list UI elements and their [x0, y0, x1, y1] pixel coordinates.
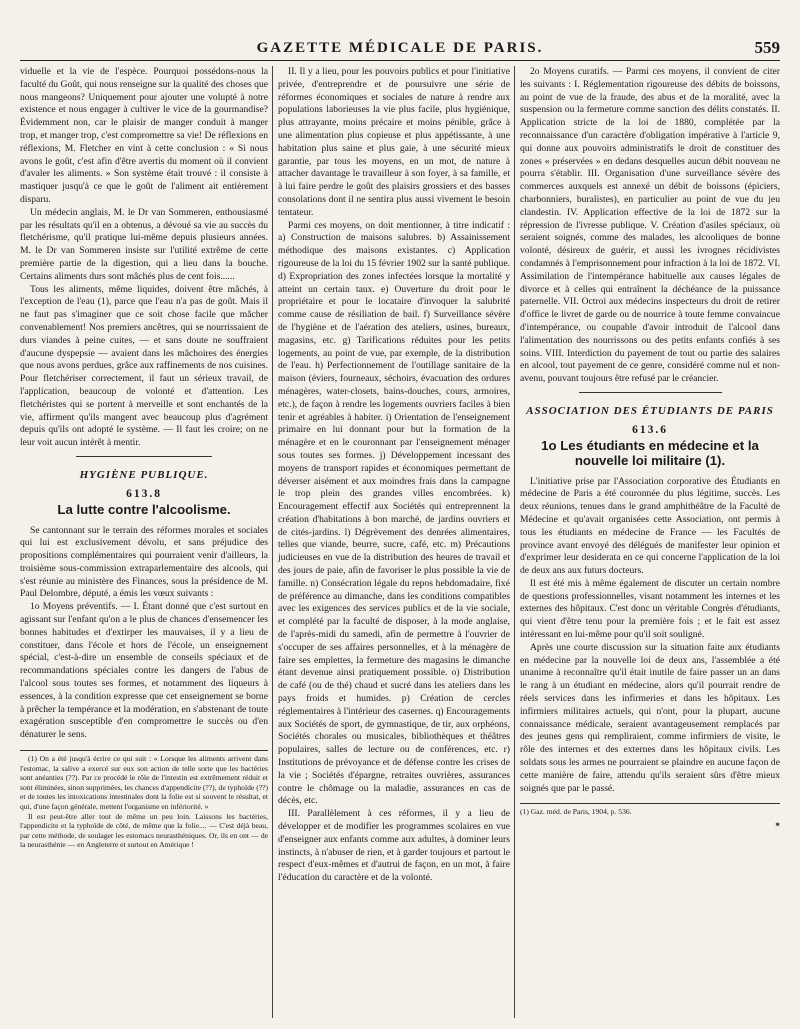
paragraph: Il est été mis à même également de discuter un certain nombre de questions professionnelles, visant notamment les internes et les externes des hôpitaux. C'est donc un véritable Congrès d'étudiants, qui vient d'être tenu pour la première fois ; et le fait est assez intéressant en lui-même pour qu'il soit souligné. [520, 577, 780, 641]
paragraph: Un médecin anglais, M. le Dr van Sommeren, enthousiasmé par les résultats qu'il en a obtenus, a dévoué sa vie au succès du fletchérisme, qu'il pratique lui-même depuis plusieurs années. M. le Dr van Sommeren insiste sur l'utilité extrême de cette première partie de la digestion, qui a lieu dans la bouche. Certains aliments durs sont mâchés plus de cent fois...... [20, 206, 268, 282]
paragraph: Tous les aliments, même liquides, doivent être mâchés, à l'exception de l'eau (1), parce que l'eau n'a pas de goût. Mais il ne faut pas s'imaginer que ce soit chose facile que mâcher convenablement! Nos premiers ancêtres, qui se nourrissaient de durs viandes à peine cuites, — et sans doute ne souffraient d'aucune dyspepsie — avaient dans les mâchoires des énergies que nous avons perdues, grâce aux raffinements de nos cuisines. Pour fletchériser correctement, il faut un sérieux travail, de l'application, beaucoup de volonté et d'attention. Les fletchéristes qui se portent à merveille et sont enchantés de la vie, affirment qu'ils mangent avec beaucoup plus d'agrément depuis qu'ils ont adopté le système. — Il faut les croire; on ne leur voit aucun intérêt à mentir. [20, 283, 268, 449]
journal-title: GAZETTE MÉDICALE DE PARIS. [256, 40, 544, 56]
page-number: 559 [754, 38, 780, 57]
article-number: 613.6 [632, 423, 668, 436]
article-title: 1o Les étudiants en médecine et la nouvelle loi militaire (1). [541, 437, 759, 468]
page-header [20, 36, 780, 61]
footnote: (1) On a été jusqu'à écrire ce qui suit : « Lorsque les aliments arrivent dans l'estomac, la salive a exercé sur eux son action de telle sorte que les bactéries sont anéanties (??). Par ce procédé le rôle de l'intestin est extrêmement réduit et sont éliminées, sinon supprimées, les chances d'appendicite (??), de typhoïde (??) et de toutes les intoxications intestinales dont la folie est si souvent le résultat, et qui, d'une façon générale, mettent l'organisme en infériorité. » [20, 754, 268, 812]
paragraph: 2o Moyens curatifs. — Parmi ces moyens, il convient de citer les suivants : I. Réglementation rigoureuse des débits de boissons, au point de vue de la fraude, des abus et de la moralité, avec la suspension ou la fermeture comme sanction des délits constatés. II. Application stricte de la loi de 1880, complétée par la reconnaissance d'un caractère d'obligation impérative à l'article 9, qui donne aux pouvoirs administratifs le droit de constituer des zones « préservées » en dedans desquelles aucun débit nouveau ne pourra s'établir. III. Organisation d'une surveillance sévère des commerces auxquels est annexé un débit de boissons (épiciers, charbonniers, buralistes), en particulier au point de vue du jeu clandestin. IV. Application effective de la loi de 1872 sur la répression de l'ivresse publique. V. Création d'asiles spéciaux, où seraient soignés, comme des malades, les alcooliques de bonne volonté, désireux de guérir, et aussi les ivrognes récidivistes condamnés à l'emprisonnement pour infraction à la loi de 1872. VI. Assimilation de l'intempérance habituelle aux causes légales de divorce et à celles qui entraînent la déchéance de la puissance paternelle. VII. Octroi aux médecins inspecteurs du droit de retirer d'office le livret de garde ou de nourrice à toute femme convaincue d'intempérance, ou coupable d'avoir introduit de l'alcool dans l'alimentation des nourrissons ou des petits enfants confiés à ses soins. VIII. Interdiction du payement de tout ou partie des salaires en alcool, tout payement de ce genre, considéré comme nul et non-avenu, pouvant toujours être refusé par le créancier. [520, 66, 780, 385]
column-divider-1 [272, 66, 273, 1018]
divider [579, 392, 722, 393]
paragraph: viduelle et la vie de l'espèce. Pourquoi possédons-nous la faculté du Goût, qui nous renseigne sur la qualité des choses que nous mangeons? Uniquement pour ajouter une volupté à notre existence et nous engager à cultiver le vice de la gourmandise? Évidemment non, car le plaisir de manger conduit à manger trop, et manger trop, c'est compromettre sa vie! De réflexions en réflexions, M. Fletcher en vint à cette conclusion : « Si nous avons le goût, c'est afin d'être avertis du moment où il convient d'avaler les aliments. » Son système était trouvé : il consiste à mastiquer jusqu'à ce que le goût de l'aliment ait entièrement disparu. [20, 66, 268, 205]
paragraph: Parmi ces moyens, on doit mentionner, à titre indicatif : a) Construction de maisons salubres. b) Assainissement méthodique des maisons existantes. c) Application rigoureuse de la loi du 15 février 1902 sur la santé publique. d) Expropriation des zones infectées lorsque la mortalité y atteint un certain taux. e) Ouverture du droit pour le propriétaire et pour le locataire d'invoquer la salubrité comme cause de résiliation de bail. f) Surveillance sévère de l'hygiène et de l'aération des ateliers, usines, bureaux, magasins, etc. g) Tarifications réduites pour les petits logements, au point de vue, par exemple, de la distribution de l'eau. h) Perfectionnement de l'outillage sanitaire de la maison (éviers, fourneaux, séchoirs, évacuation des ordures ménagères, water-closets, bains-douches, cours, armoires, etc.), de façon à rendre les logements ouvriers faciles à bien tenir et agréables à habiter. i) Orientation de l'enseignement primaire en lui donnant pour but la formation de la ménagère et en le couronnant par l'enseignement ménager sous toutes ses formes. j) Développement incessant des moyens de transport rapides et économiques permettant de déverser aisément et aux moindres frais dans la campagne le trop plein des grandes villes encombrées. k) Encouragement effectif aux Sociétés qui entreprennent la création d'habitations à bon marché, de jardins ouvriers et de cités-jardins. l) Dégrèvement des denrées alimentaires, telles que viande, beurre, sucre, café, etc. m) Précautions judicieuses en vue de la distribution des heures de travail et des jours de paie, afin de favoriser le plus possible la vie de famille. n) Consécration légale du repos hebdomadaire, fixé de préférence au dimanche, dans les conditions compatibles avec les exigences des services publics et de la vie sociale, et complété par la faculté de disposer, à la mode anglaise, de l'après-midi du samedi, afin de permettre à l'ouvrier de s'occuper de ses affaires personnelles, et à la ménagère de faire ses emplettes, la fermeture des magasins le dimanche étant devenue ainsi pratiquement possible. o) Distribution de café (ou de thé) chaud et sucré dans les ateliers dans les pays froids et humides. p) Création de cercles réglementaires à l'intérieur des casernes. q) Encouragements aux Sociétés de sport, de gymnastique, de tir, aux orphéons, Sociétés chorales ou musicales, bibliothèques et théâtres populaires, salles de lecture ou de conférences, etc. r) Institutions de prévoyance et de défense contre les crises de la vie ; Sociétés d'épargne, retraites ouvrières, assurances contre le chômage ou la maladie, assurances en cas de décès, etc. [278, 219, 510, 807]
section-heading: HYGIÈNE PUBLIQUE. [79, 468, 209, 481]
column-middle [278, 66, 510, 885]
paragraph: Après une courte discussion sur la situation faite aux étudiants en médecine par la nouvelle loi de deux ans, l'assemblée a été unanime à reconnaître qu'il était inutile de faire passer un an dans le rang à un étudiant en médecine, alors qu'il pourrait rendre de réels services dans les infirmeries et dans les hôpitaux. Les infirmiers militaires actuels, qui n'ont, pour la plupart, aucune connaissance médicale, seraient avantageusement remplacés par des jeunes gens qui rempliraient, comme infirmiers de visite, le rôle des internes et des externes dans les hôpitaux civils. Les soldats sous les armes ne pourraient se plaindre en aucune façon de cette manière de faire, attendu qu'ils seraient sûrs d'être mieux soignés que par le passé. [520, 641, 780, 794]
footnote: (1) Gaz. méd. de Paris, 1904, p. 536. [520, 803, 780, 817]
column-left [20, 66, 268, 850]
column-divider-2 [514, 66, 515, 1018]
paragraph: Se cantonnant sur le terrain des réformes morales et sociales qui lui est exclusivement dévolu, et sans préjudice des propositions complémentaires qui pourraient venir d'ailleurs, la troisième sous-commission extraparlementaire des alcools, qui s'est réunie au ministère des Finances, sous la présidence de M. Paul Delombre, député, a émis les vœux suivants : [20, 524, 268, 600]
paragraph: L'initiative prise par l'Association corporative des Étudiants en médecine de Paris a été couronnée du plus légitime, succès. Les deux réunions, tenues dans le grand amphithéâtre de la Faculté de Médecine et qu'avait organisées cette Association, ont permis à tous les étudiants en médecine de France — les Facultés de province avant envoyé des délégués de manifester leur opinion et d'exprimer leur desiderata en ce qui concerne l'application de la loi de deux ans aux futurs docteurs. [520, 475, 780, 577]
footnote: Il est peut-être aller tout de même un peu loin. Laissons les bactéries, l'appendicite et la typhoïde de côté, de même que la folie.... — C'est déjà beau, par cette méthode, de soulager les estomacs neurasthéniques. Or, ils en ont — de la neurasthénie — en Angleterre et surtout en Amérique ! [20, 811, 268, 850]
column-right [520, 66, 780, 834]
section-heading: ASSOCIATION DES ÉTUDIANTS DE PARIS [526, 404, 774, 417]
article-number: 613.8 [126, 487, 162, 500]
divider [76, 456, 212, 457]
end-mark: * [775, 821, 780, 833]
article-title: La lutte contre l'alcoolisme. [57, 501, 231, 517]
paragraph: II. Il y a lieu, pour les pouvoirs publics et pour l'initiative privée, d'entreprendre et de poursuivre une série de réformes économiques et sociales de nature à rendre aux populations laborieuses la vie plus facile, plus hygiénique, plus attrayante, moins précaire et moins pénible, grâce à une alimentation plus copieuse et plus appétissante, à une habitation plus saine et plus gaie, à une sécurité mieux garantie, par tous les moyens, en un mot, de nature à attacher davantage le travailleur à son foyer, à sa famille, et à lui faire perdre le goût des plaisirs grossiers et des basses consolations dont il ne sentira plus aussi vivement le besoin tentateur. [278, 66, 510, 218]
paragraph: 1o Moyens préventifs. — I. Étant donné que c'est surtout en agissant sur l'enfant qu'on a le plus de chances d'ensemencer les bonnes habitudes et d'extirper les mauvaises, il y a lieu de constituer, dans l'école et hors de l'école, un enseignement spécial, c'est-à-dire un ensemble de conseils spéciaux et de recommandations spéciales contre les dangers de l'abus de l'alcool sous toutes ses formes, et notamment des liqueurs à essences, à la condition expresse que cet enseignement se borne à prêcher la tempérance et la modération, en s'abstenant de toute exagération susceptible d'en compromettre le succès ou d'en dénaturer le sens. [20, 601, 268, 741]
footnotes [20, 750, 268, 850]
paragraph: III. Parallèlement à ces réformes, il y a lieu de développer et de modifier les programmes scolaires en vue d'enseigner aux enfants comme aux adultes, à dominer leurs instincts, à n'abuser de rien, et à garder toujours et partout le respect d'eux-mêmes et d'autrui de façon, en un mot, à faire l'éducation du caractère et de la volonté. [278, 808, 510, 884]
